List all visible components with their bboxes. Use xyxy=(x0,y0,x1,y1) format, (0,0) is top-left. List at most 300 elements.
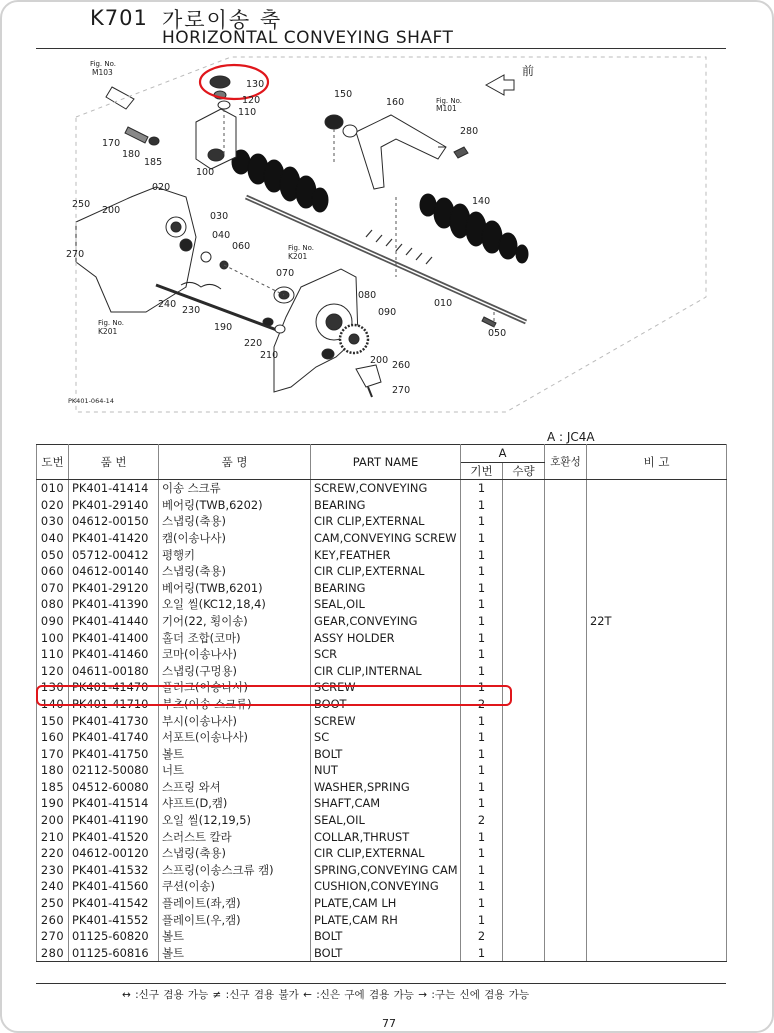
cell-qty xyxy=(503,729,545,746)
cell-remarks xyxy=(587,945,727,962)
cell-name-ko: 스냅링(축용) xyxy=(159,845,311,862)
cell-name-ko: 너트 xyxy=(159,762,311,779)
model-note: A : JC4A xyxy=(547,430,595,444)
cell-remarks xyxy=(587,862,727,879)
cell-no: 260 xyxy=(37,912,69,929)
table-row xyxy=(37,480,727,497)
cell-no: 200 xyxy=(37,812,69,829)
cell-remarks xyxy=(587,878,727,895)
cell-basic-qty: 1 xyxy=(461,795,503,812)
callout-110: 110 xyxy=(238,107,257,118)
cell-name-en: CIR CLIP,INTERNAL xyxy=(311,663,461,680)
cell-no: 190 xyxy=(37,795,69,812)
cell-part-no: PK401-41414 xyxy=(69,480,159,497)
front-label: 前 xyxy=(522,64,535,78)
cell-name-ko: 플레이트(좌,캠) xyxy=(159,895,311,912)
cell-name-ko: 코마(이송나사) xyxy=(159,646,311,663)
cell-compat xyxy=(545,580,587,597)
cell-qty xyxy=(503,580,545,597)
cell-compat xyxy=(545,513,587,530)
callout-090: 090 xyxy=(378,307,397,318)
cell-compat xyxy=(545,596,587,613)
highlight-row-130 xyxy=(36,685,512,706)
cell-name-en: CAM,CONVEYING SCREW xyxy=(311,530,461,547)
callout-070: 070 xyxy=(276,268,295,279)
cell-name-ko: 스프링 와셔 xyxy=(159,779,311,796)
table-row xyxy=(37,613,727,630)
table-row xyxy=(37,580,727,597)
cell-name-en: PLATE,CAM RH xyxy=(311,912,461,929)
cell-qty xyxy=(503,613,545,630)
table-row xyxy=(37,762,727,779)
cell-compat xyxy=(545,729,587,746)
cell-remarks xyxy=(587,547,727,564)
cell-no: 030 xyxy=(37,513,69,530)
cell-name-ko: 평행키 xyxy=(159,547,311,564)
cell-remarks xyxy=(587,746,727,763)
cell-compat xyxy=(545,912,587,929)
cell-name-ko: 베어링(TWB,6202) xyxy=(159,497,311,514)
cell-basic-qty: 1 xyxy=(461,580,503,597)
cell-remarks xyxy=(587,580,727,597)
cell-remarks xyxy=(587,729,727,746)
cell-qty xyxy=(503,497,545,514)
fig-ref-m101: M101 xyxy=(436,104,457,113)
cell-name-en: CIR CLIP,EXTERNAL xyxy=(311,563,461,580)
table-row xyxy=(37,746,727,763)
cell-compat xyxy=(545,878,587,895)
header-name-ko: 품 명 xyxy=(159,445,311,480)
cell-basic-qty: 2 xyxy=(461,812,503,829)
cell-basic-qty: 1 xyxy=(461,729,503,746)
cell-name-en: BEARING xyxy=(311,497,461,514)
cell-name-en: PLATE,CAM LH xyxy=(311,895,461,912)
cell-part-no: 05712-00412 xyxy=(69,547,159,564)
cell-name-ko: 캠(이송나사) xyxy=(159,530,311,547)
footer-rule xyxy=(36,983,726,984)
cell-name-ko: 볼트 xyxy=(159,928,311,945)
cell-name-ko: 이송 스크류 xyxy=(159,480,311,497)
callout-010: 010 xyxy=(434,298,453,309)
cell-part-no: PK401-41460 xyxy=(69,646,159,663)
cell-no: 270 xyxy=(37,928,69,945)
cell-qty xyxy=(503,563,545,580)
cell-name-en: WASHER,SPRING xyxy=(311,779,461,796)
cell-qty xyxy=(503,630,545,647)
cell-basic-qty: 1 xyxy=(461,713,503,730)
fig-ref-m101-label: Fig. No. xyxy=(436,97,462,105)
cell-name-ko: 스냅링(구멍용) xyxy=(159,663,311,680)
callout-230: 230 xyxy=(182,305,201,316)
cell-qty xyxy=(503,713,545,730)
cell-compat xyxy=(545,862,587,879)
cell-basic-qty: 1 xyxy=(461,547,503,564)
fig-ref-k201b: K201 xyxy=(98,327,118,336)
cell-compat xyxy=(545,713,587,730)
callout-150: 150 xyxy=(334,89,353,100)
cell-basic-qty: 1 xyxy=(461,878,503,895)
table-row xyxy=(37,497,727,514)
cell-qty xyxy=(503,513,545,530)
cell-remarks xyxy=(587,480,727,497)
compatibility-legend: ↔ :신구 겸용 가능 ≠ :신구 겸용 불가 ← :신은 구에 겸용 가능 → :구는 신에 겸용 가능 xyxy=(122,989,530,1001)
cell-compat xyxy=(545,829,587,846)
page-number: 77 xyxy=(382,1017,396,1030)
callout-200b: 200 xyxy=(370,355,389,366)
title-english: HORIZONTAL CONVEYING SHAFT xyxy=(162,28,454,48)
callout-130: 130 xyxy=(246,79,265,90)
table-row xyxy=(37,795,727,812)
cell-basic-qty: 1 xyxy=(461,563,503,580)
cell-compat xyxy=(545,746,587,763)
cell-part-no: 04612-00120 xyxy=(69,845,159,862)
header-part-no: 품 번 xyxy=(69,445,159,480)
table-row xyxy=(37,646,727,663)
callout-250: 250 xyxy=(72,199,91,210)
callout-185: 185 xyxy=(144,157,163,168)
cell-part-no: PK401-41542 xyxy=(69,895,159,912)
cell-no: 100 xyxy=(37,630,69,647)
callout-100: 100 xyxy=(196,167,215,178)
cell-part-no: 04612-00140 xyxy=(69,563,159,580)
cell-qty xyxy=(503,530,545,547)
cell-remarks xyxy=(587,513,727,530)
callout-030: 030 xyxy=(210,211,229,222)
cell-no: 280 xyxy=(37,945,69,962)
cell-basic-qty: 1 xyxy=(461,679,503,696)
cell-name-en: SC xyxy=(311,729,461,746)
cell-basic-qty: 1 xyxy=(461,845,503,862)
cell-qty xyxy=(503,895,545,912)
cell-compat xyxy=(545,497,587,514)
cell-part-no: 02112-50080 xyxy=(69,762,159,779)
cell-name-ko: 스냅링(축용) xyxy=(159,513,311,530)
section-code: K701 xyxy=(90,6,148,30)
cell-remarks xyxy=(587,845,727,862)
cell-qty xyxy=(503,646,545,663)
cell-basic-qty: 1 xyxy=(461,912,503,929)
cell-remarks xyxy=(587,630,727,647)
fig-ref-k201b-label: Fig. No. xyxy=(98,319,124,327)
cell-name-ko: 스냅링(축용) xyxy=(159,563,311,580)
cell-part-no: 04612-00150 xyxy=(69,513,159,530)
cell-no: 210 xyxy=(37,829,69,846)
table-row xyxy=(37,563,727,580)
table-row xyxy=(37,663,727,680)
cell-part-no: PK401-41520 xyxy=(69,829,159,846)
cell-part-no: PK401-41552 xyxy=(69,912,159,929)
callout-060: 060 xyxy=(232,241,251,252)
cell-remarks xyxy=(587,663,727,680)
cell-part-no: PK401-41440 xyxy=(69,613,159,630)
cell-no: 010 xyxy=(37,480,69,497)
cell-name-ko: 서포트(이송나사) xyxy=(159,729,311,746)
cell-basic-qty: 2 xyxy=(461,928,503,945)
cell-name-en: SEAL,OIL xyxy=(311,596,461,613)
cell-name-en: NUT xyxy=(311,762,461,779)
callout-270: 270 xyxy=(66,249,85,260)
table-row xyxy=(37,878,727,895)
cell-name-en: BOLT xyxy=(311,746,461,763)
cell-remarks xyxy=(587,895,727,912)
cell-compat xyxy=(545,646,587,663)
cell-remarks xyxy=(587,912,727,929)
cell-part-no: PK401-41514 xyxy=(69,795,159,812)
cell-name-ko: 기어(22, 횡이송) xyxy=(159,613,311,630)
cell-basic-qty: 1 xyxy=(461,895,503,912)
cell-part-no: 04512-60080 xyxy=(69,779,159,796)
cell-no: 250 xyxy=(37,895,69,912)
table-row xyxy=(37,845,727,862)
cell-name-en: CIR CLIP,EXTERNAL xyxy=(311,845,461,862)
cell-basic-qty: 1 xyxy=(461,663,503,680)
cell-name-ko: 홀더 조합(코마) xyxy=(159,630,311,647)
cell-basic-qty: 1 xyxy=(461,945,503,962)
cell-compat xyxy=(545,812,587,829)
fig-ref-k201: K201 xyxy=(288,252,308,261)
cell-part-no: PK401-41532 xyxy=(69,862,159,879)
header-no: 도번 xyxy=(37,445,69,480)
cell-name-ko: 볼트 xyxy=(159,945,311,962)
fig-ref-m103-label: Fig. No. xyxy=(90,60,116,68)
cell-no: 130 xyxy=(37,679,69,696)
cell-name-ko: 부시(이송나사) xyxy=(159,713,311,730)
cell-no: 080 xyxy=(37,596,69,613)
table-row xyxy=(37,945,727,962)
parts-table-body xyxy=(37,480,727,962)
cell-no: 110 xyxy=(37,646,69,663)
cell-part-no: 04611-00180 xyxy=(69,663,159,680)
callout-220: 220 xyxy=(244,338,263,349)
cell-no: 070 xyxy=(37,580,69,597)
cell-qty xyxy=(503,812,545,829)
cell-remarks: 22T xyxy=(587,613,727,630)
cell-remarks xyxy=(587,646,727,663)
cell-remarks xyxy=(587,530,727,547)
cell-name-en: SCREW,CONVEYING xyxy=(311,480,461,497)
fig-ref-k201-label: Fig. No. xyxy=(288,244,314,252)
cell-part-no: PK401-41400 xyxy=(69,630,159,647)
cell-name-ko: 플러그(이송나사) xyxy=(159,679,311,696)
cell-no: 060 xyxy=(37,563,69,580)
cell-basic-qty: 1 xyxy=(461,630,503,647)
cell-qty xyxy=(503,912,545,929)
cell-remarks xyxy=(587,812,727,829)
table-row xyxy=(37,530,727,547)
cell-no: 230 xyxy=(37,862,69,879)
table-row xyxy=(37,513,727,530)
callout-210: 210 xyxy=(260,350,279,361)
cell-part-no: 01125-60816 xyxy=(69,945,159,962)
callout-080: 080 xyxy=(358,290,377,301)
cell-part-no: PK401-41710 xyxy=(69,696,159,713)
cell-remarks xyxy=(587,696,727,713)
cell-compat xyxy=(545,563,587,580)
cell-part-no: PK401-41560 xyxy=(69,878,159,895)
cell-qty xyxy=(503,547,545,564)
cell-qty xyxy=(503,928,545,945)
cell-basic-qty: 1 xyxy=(461,613,503,630)
table-row xyxy=(37,729,727,746)
cell-compat xyxy=(545,630,587,647)
cell-name-en: COLLAR,THRUST xyxy=(311,829,461,846)
cell-compat xyxy=(545,779,587,796)
cell-no: 185 xyxy=(37,779,69,796)
cell-name-en: SEAL,OIL xyxy=(311,812,461,829)
cell-compat xyxy=(545,613,587,630)
table-row xyxy=(37,812,727,829)
cell-qty xyxy=(503,663,545,680)
cell-no: 170 xyxy=(37,746,69,763)
callout-050: 050 xyxy=(488,328,507,339)
cell-qty xyxy=(503,829,545,846)
cell-name-ko: 샤프트(D,캠) xyxy=(159,795,311,812)
cell-name-en: CUSHION,CONVEYING xyxy=(311,878,461,895)
cell-basic-qty: 1 xyxy=(461,779,503,796)
callout-260: 260 xyxy=(392,360,411,371)
cell-name-ko: 베어링(TWB,6201) xyxy=(159,580,311,597)
title-korean: 가로이송 축 xyxy=(162,8,283,32)
cell-remarks xyxy=(587,713,727,730)
table-row xyxy=(37,928,727,945)
callout-240: 240 xyxy=(158,299,177,310)
table-row xyxy=(37,547,727,564)
cell-no: 240 xyxy=(37,878,69,895)
callout-180: 180 xyxy=(122,149,141,160)
cell-no: 140 xyxy=(37,696,69,713)
cell-no: 020 xyxy=(37,497,69,514)
table-row xyxy=(37,912,727,929)
header-remarks: 비 고 xyxy=(587,445,727,480)
callout-170: 170 xyxy=(102,138,121,149)
cell-qty xyxy=(503,746,545,763)
cell-no: 090 xyxy=(37,613,69,630)
cell-remarks xyxy=(587,762,727,779)
cell-name-ko: 오일 씰(KC12,18,4) xyxy=(159,596,311,613)
cell-name-en: SCREW xyxy=(311,679,461,696)
header-name-en: PART NAME xyxy=(311,445,461,480)
cell-name-en: SCREW xyxy=(311,713,461,730)
cell-compat xyxy=(545,547,587,564)
header-qty: 수량 xyxy=(503,462,545,480)
cell-compat xyxy=(545,480,587,497)
cell-name-ko: 플레이트(우,캠) xyxy=(159,912,311,929)
figure-id: PK401-064-14 xyxy=(68,397,114,405)
cell-compat xyxy=(545,663,587,680)
cell-name-en: SCR xyxy=(311,646,461,663)
cell-part-no: PK401-29140 xyxy=(69,497,159,514)
callout-200: 200 xyxy=(102,205,121,216)
header-compat: 호환성 xyxy=(545,445,587,480)
cell-qty xyxy=(503,779,545,796)
cell-part-no: PK401-41420 xyxy=(69,530,159,547)
cell-remarks xyxy=(587,596,727,613)
cell-name-ko: 부츠(이송 스크류) xyxy=(159,696,311,713)
cell-part-no: PK401-41190 xyxy=(69,812,159,829)
table-row xyxy=(37,895,727,912)
cell-basic-qty: 1 xyxy=(461,646,503,663)
cell-basic-qty: 2 xyxy=(461,696,503,713)
callout-120: 120 xyxy=(242,95,261,106)
cell-name-ko: 스러스트 칼라 xyxy=(159,829,311,846)
cell-name-en: ASSY HOLDER xyxy=(311,630,461,647)
callout-280: 280 xyxy=(460,126,479,137)
cell-basic-qty: 1 xyxy=(461,513,503,530)
cell-no: 040 xyxy=(37,530,69,547)
cell-compat xyxy=(545,895,587,912)
cell-part-no: PK401-41740 xyxy=(69,729,159,746)
cell-basic-qty: 1 xyxy=(461,596,503,613)
cell-name-en: CIR CLIP,EXTERNAL xyxy=(311,513,461,530)
cell-compat xyxy=(545,696,587,713)
cell-basic-qty: 1 xyxy=(461,862,503,879)
cell-remarks xyxy=(587,928,727,945)
cell-part-no: PK401-41470 xyxy=(69,679,159,696)
cell-remarks xyxy=(587,563,727,580)
cell-no: 120 xyxy=(37,663,69,680)
cell-basic-qty: 1 xyxy=(461,762,503,779)
cell-part-no: PK401-41390 xyxy=(69,596,159,613)
cell-name-ko: 스프링(이송스크류 캠) xyxy=(159,862,311,879)
cell-remarks xyxy=(587,779,727,796)
callout-140: 140 xyxy=(472,196,491,207)
cell-name-en: BOLT xyxy=(311,945,461,962)
cell-name-en: BEARING xyxy=(311,580,461,597)
cell-remarks xyxy=(587,829,727,846)
cell-basic-qty: 1 xyxy=(461,746,503,763)
cell-compat xyxy=(545,795,587,812)
cell-qty xyxy=(503,878,545,895)
cell-remarks xyxy=(587,497,727,514)
callout-020: 020 xyxy=(152,182,171,193)
cell-compat xyxy=(545,762,587,779)
cell-part-no: PK401-29120 xyxy=(69,580,159,597)
cell-compat xyxy=(545,945,587,962)
table-row xyxy=(37,713,727,730)
cell-name-en: KEY,FEATHER xyxy=(311,547,461,564)
callout-040: 040 xyxy=(212,230,231,241)
cell-no: 150 xyxy=(37,713,69,730)
table-row xyxy=(37,630,727,647)
cell-remarks xyxy=(587,679,727,696)
cell-part-no: PK401-41730 xyxy=(69,713,159,730)
header-group-a: A xyxy=(461,445,545,463)
callout-190: 190 xyxy=(214,322,233,333)
cell-remarks xyxy=(587,795,727,812)
cell-compat xyxy=(545,679,587,696)
cell-qty xyxy=(503,596,545,613)
table-row xyxy=(37,829,727,846)
cell-qty xyxy=(503,480,545,497)
cell-qty xyxy=(503,945,545,962)
cell-name-en: SPRING,CONVEYING CAM xyxy=(311,862,461,879)
cell-name-en: BOLT xyxy=(311,928,461,945)
cell-no: 180 xyxy=(37,762,69,779)
cell-name-ko: 볼트 xyxy=(159,746,311,763)
cell-part-no: PK401-41750 xyxy=(69,746,159,763)
cell-qty xyxy=(503,862,545,879)
cell-qty xyxy=(503,845,545,862)
cell-no: 220 xyxy=(37,845,69,862)
table-row xyxy=(37,596,727,613)
cell-basic-qty: 1 xyxy=(461,480,503,497)
cell-compat xyxy=(545,845,587,862)
cell-qty xyxy=(503,762,545,779)
cell-basic-qty: 1 xyxy=(461,829,503,846)
cell-part-no: 01125-60820 xyxy=(69,928,159,945)
cell-qty xyxy=(503,795,545,812)
exploded-parts-diagram xyxy=(36,47,726,427)
